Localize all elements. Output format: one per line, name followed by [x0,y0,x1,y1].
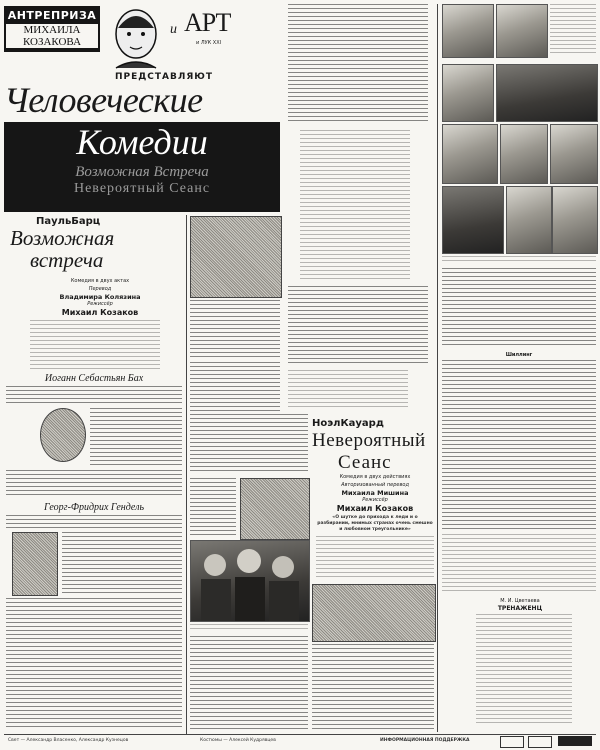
main-title-line2: Комедии [76,122,208,162]
actor-photo-2 [496,4,548,58]
actor-photo-8 [442,186,504,254]
handel-text-right [62,532,182,594]
center-poem-a [300,130,410,280]
subtitle-possible-meeting: Возможная Встреча [75,164,209,180]
play1-title-line2: встреча [30,248,104,272]
actor-photo-5 [442,124,498,184]
article-text-wide [190,414,308,474]
actor-photo-3 [442,64,494,122]
actor-photo-1 [442,4,494,58]
actors-group-photo [190,540,310,622]
enterprise-label: АНТРЕПРИЗА [7,9,97,22]
play2-genre: Комедия в двух действиях [339,474,411,480]
presents-label: ПРЕДСТАВЛЯЮТ [115,72,213,82]
art-conj: и [170,22,177,37]
center-dialog [288,370,408,410]
play2-title-line2: Сеанс [338,452,392,473]
footer-credits-1: Свет — Александр Власенко, Александр Кузнецов [8,738,129,743]
play1-cast-text [30,320,160,370]
play1-director-label: Режиссёр [87,301,113,307]
actor-photo-9 [506,186,552,254]
bach-portrait [40,408,86,462]
actor-photo-6 [500,124,548,184]
sponsor-logo-1 [500,736,524,748]
bach-heading: Иоганн Себастьян Бах [44,373,144,384]
middle-text-a [190,300,280,360]
bach-text-bottom [6,470,182,498]
art-title: АРТ [184,8,231,37]
sponsor-logo-3 [558,736,592,746]
actor-photo-4 [496,64,598,122]
play2-cast [316,536,434,580]
handel-text-bottom [6,598,182,730]
enterprise-box [4,6,100,52]
actor-photo-10 [552,186,598,254]
play1-translator: Владимира Колязина [59,293,141,301]
photos-captions [442,256,596,264]
subtitle-incredible-seance: Невероятный Сеанс [73,181,211,196]
right-article-body [442,360,596,530]
play1-director: Михаил Козаков [61,308,139,317]
footer-credits-2: Костюмы — Алексей Кудрявцев [200,738,276,743]
play1-author: ПаульБарц [36,216,101,227]
art-logo [170,6,231,56]
footer-info-support: ИНФОРМАЦИОННАЯ ПОДДЕРЖКА [380,738,470,743]
right-article-top [442,268,596,348]
right-dialog [442,534,596,594]
middle-text-b [190,362,280,412]
handel-portrait [12,532,58,596]
play2-title-line1: Невероятный [312,430,426,451]
illustration-top [190,216,282,298]
col-divider-1 [186,215,187,735]
house-engraving [312,584,436,642]
actor-photo-7 [550,124,598,184]
play2-author: НоэлКауард [312,418,384,429]
portrait-caricature [104,4,168,70]
main-title-line1: Человеческие [4,80,203,120]
right-article-heading: Шиллинг [505,352,533,358]
bach-text-top [6,386,182,406]
handel-text-top [6,515,182,529]
bach-text-right [90,408,182,468]
name-line1: МИХАИЛА [6,24,98,36]
center-text-top [288,4,428,122]
name-line2: КОЗАКОВА [6,36,98,48]
art-sub: и ЛУК ХХI [196,40,222,46]
play2-director: Михаил Козаков [336,504,414,513]
illustration-figure [240,478,310,540]
poem-title: ТРЕНАЖЕНЦ [497,605,543,612]
poem-text [476,614,572,726]
center-text-mid [288,286,428,366]
center-text-bottom [312,644,434,730]
play1-title-line1: Возможная [10,226,115,250]
handel-heading: Георг-Фридрих Гендель [43,502,145,513]
play2-translator: Михаила Мишина [341,489,409,497]
right-top-caption [550,4,596,56]
footer-rule [4,734,596,735]
play2-director-label: Режиссёр [362,497,388,503]
article-text-narrow [190,478,236,538]
middle-text-bottom [190,636,308,730]
photo-caption [190,624,308,632]
play2-quote: «О шутке до прихода к леди и о разбирании, мнимых странах очень смешно и любовном треугольнике» [317,515,433,532]
col-divider-2 [437,4,438,732]
sponsor-logo-2 [528,736,552,748]
play2-translator-label: Авторизованный перевод [341,482,409,488]
poem-author: М. И. Цветаева [500,598,540,604]
main-title-box [4,122,280,212]
play1-translator-label: Перевод [88,286,112,292]
play1-genre: Комедия в двух актах [70,278,130,284]
